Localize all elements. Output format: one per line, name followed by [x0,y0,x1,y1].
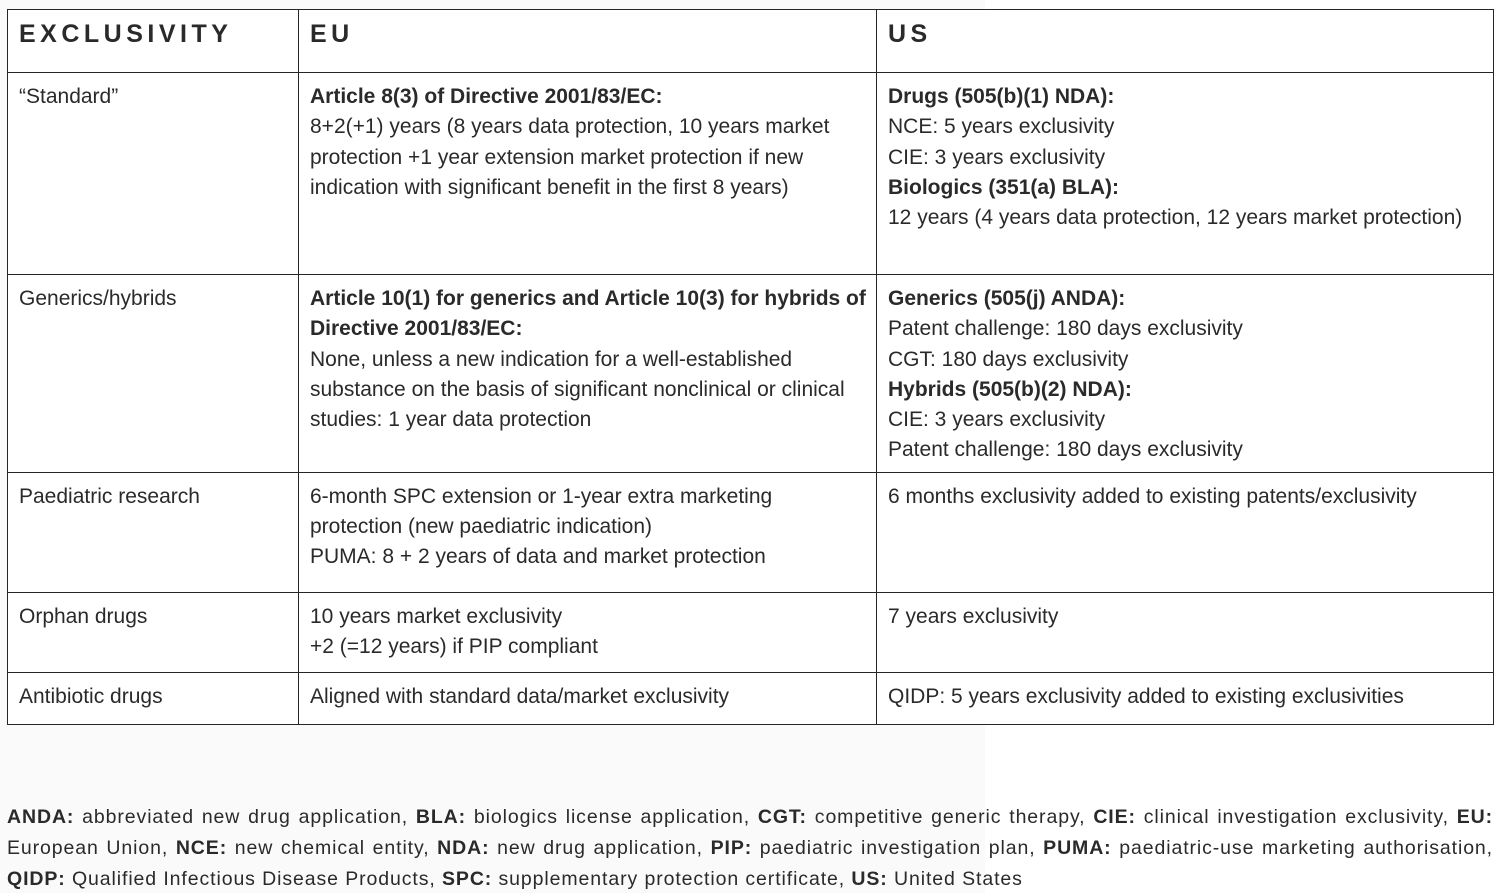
eu-text: 8+2(+1) years (8 years data protection, 10 years market protection +1 year extension market protection if new indication with significant benefit in the first 8 years) [310,115,830,199]
us-heading: Hybrids (505(b)(2) NDA): [888,377,1132,401]
eu-text: None, unless a new indication for a well-established substance on the basis of significant nonclinical or clinical studies: 1 year data protection [310,347,845,432]
eu-heading: Article 8(3) of Directive 2001/83/EC: [310,85,663,108]
us-heading: Biologics (351(a) BLA): [888,175,1120,199]
eu-cell [299,275,877,473]
abbr-definition: European Union, [7,836,176,859]
eu-heading: Article 10(1) for generics and Article 10(3) for hybrids of Directive 2001/83/EC: [310,287,866,341]
us-text: CGT: 180 days exclusivity [888,347,1129,371]
abbr-definition: Qualified Infectious Disease Products, [65,867,443,890]
row-category [8,472,299,592]
row-category [8,73,299,275]
eu-text: 6-month SPC extension or 1-year extra marketing protection (new paediatric indication) [310,484,773,539]
abbr-term: QIDP: [7,867,66,890]
table-row [8,592,1494,672]
us-cell [877,73,1494,275]
abbr-definition: competitive generic therapy, [806,805,1094,828]
eu-cell [299,73,877,275]
us-text: 6 months exclusivity added to existing patents/exclusivity [888,484,1417,508]
row-category [8,592,299,672]
us-heading: Generics (505(j) ANDA): [888,287,1126,310]
row-category [8,672,299,724]
us-text: CIE: 3 years exclusivity [888,408,1106,432]
abbr-definition: abbreviated new drug application, [74,805,416,828]
us-cell [877,275,1494,473]
abbr-term: EU: [1456,805,1494,828]
header-eu: EU [299,10,877,73]
category-label: Antibiotic drugs [19,684,163,708]
eu-cell [299,672,877,724]
abbr-term: BLA: [415,805,467,828]
row-category [8,275,299,473]
eu-text: PUMA: 8 + 2 years of data and market protection [310,545,766,569]
category-label: Orphan drugs [19,604,148,628]
table-row [8,472,1494,592]
abbr-term: CGT: [757,805,807,828]
us-cell [877,472,1494,592]
us-text: NCE: 5 years exclusivity [888,115,1115,139]
header-exclusivity: EXCLUSIVITY [8,10,299,73]
abbr-definition: paediatric investigation plan, [752,836,1044,859]
us-text: 12 years (4 years data protection, 12 years market protection) [888,206,1463,230]
abbr-term: NDA: [437,836,490,859]
abbr-term: ANDA: [7,805,75,828]
abbr-term: SPC: [442,867,493,890]
abbr-term: US: [851,867,888,890]
abbr-term: PUMA: [1043,836,1112,859]
abbr-definition: new chemical entity, [227,836,438,859]
category-label: Generics/hybrids [19,287,177,310]
table-row [8,672,1494,724]
abbr-definition: new drug application, [489,836,711,859]
category-label: “Standard” [19,85,119,108]
eu-text: +2 (=12 years) if PIP compliant [310,635,598,659]
us-cell [877,672,1494,724]
us-text: Patent challenge: 180 days exclusivity [888,438,1243,462]
us-cell [877,592,1494,672]
abbr-definition: biologics license application, [466,805,758,828]
us-text: Patent challenge: 180 days exclusivity [888,317,1243,341]
abbr-term: NCE: [175,836,228,859]
exclusivity-comparison-table [7,9,1494,725]
abbr-definition: supplementary protection certificate, [492,867,852,890]
abbr-definition: clinical investigation exclusivity, [1135,805,1457,828]
us-heading: Drugs (505(b)(1) NDA): [888,85,1115,108]
eu-cell [299,472,877,592]
abbr-definition: United States [887,867,1023,890]
header-us: US [877,10,1494,73]
us-text: QIDP: 5 years exclusivity added to existing exclusivities [888,684,1404,708]
us-text: 7 years exclusivity [888,604,1059,628]
header-row [8,10,1494,73]
abbreviations-footnote [7,802,1493,895]
eu-cell [299,592,877,672]
eu-text: Aligned with standard data/market exclusivity [310,684,730,708]
abbr-term: CIE: [1093,805,1136,828]
table-row [8,275,1494,473]
abbr-term: PIP: [710,836,753,859]
us-text: CIE: 3 years exclusivity [888,145,1106,169]
eu-text: 10 years market exclusivity [310,604,563,628]
category-label: Paediatric research [19,484,200,508]
abbr-definition: paediatric-use marketing authorisation, [1111,836,1493,859]
table-row [8,73,1494,275]
